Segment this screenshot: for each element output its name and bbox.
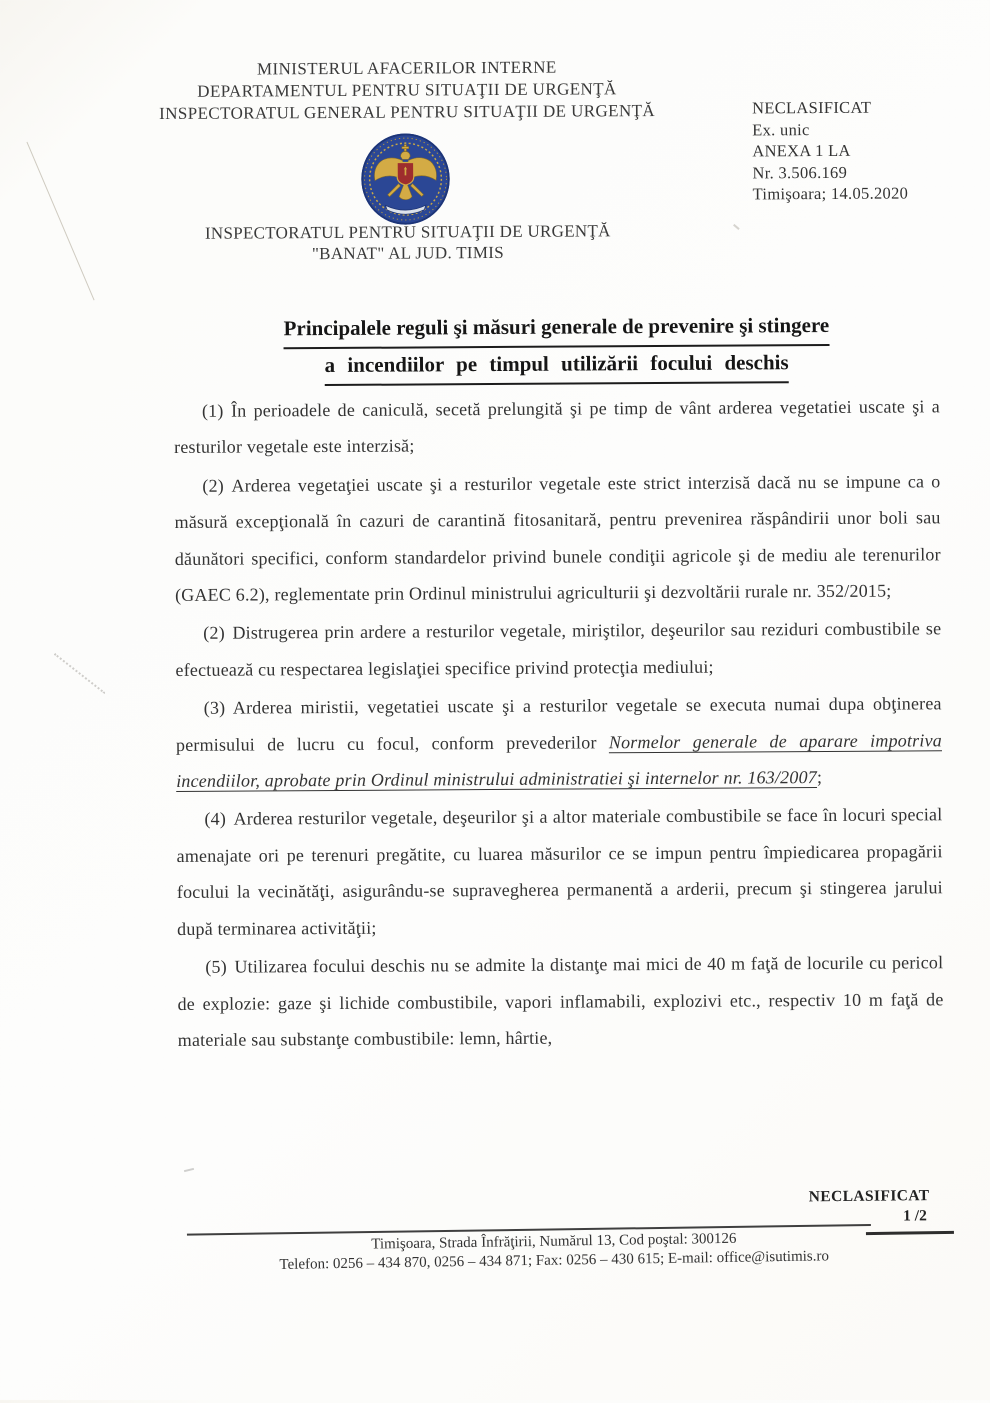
paragraph-2b [175, 611, 941, 688]
paragraph-tail: ; [816, 767, 823, 788]
paragraph-text: Arderea resturilor vegetale, deşeurilor şi a altor materiale combustibile se face în locuri special amenajate ori pe terenuri pregătite, cu luarea măsurilor ce se impun pentru împiedicarea propagării focului la vecinătăţi, asigurându-se supravegherea permanentă a arderii, precum şi stingerea jarului după terminarea activităţii; [176, 804, 943, 939]
paragraph-number: (5) [205, 956, 227, 977]
org-line-inspectorate-general: INSPECTORATUL GENERAL PENTRU SITUAŢII DE URGENŢĂ [159, 101, 656, 124]
org-header [75, 56, 739, 126]
registration-number: Nr. 3.506.169 [752, 162, 848, 182]
document-body [174, 388, 944, 1060]
classification-block [752, 96, 908, 204]
org-line-ministry: MINISTERUL AFACERILOR INTERNE [256, 57, 557, 79]
classification-label: NECLASIFICAT [752, 97, 872, 118]
title-line-2: a incendiilor pe timpul utilizării focului deschis [325, 346, 789, 386]
paragraph-text: Arderea vegetaţiei uscate şi a resturilor vegetale este strict interzisă dacă nu se impune ca o măsură excepţională în cazuri de carantină fitosanitară, pentru prevenirea răspândirii unor boli sau dăunători specifici, conform standardelor privind bunele condiţii agricole şi de mediu ale terenurilor (GAEC 6.2), reglementate prin Ordinul ministrului agriculturii şi dezvoltării rurale nr. 352/2015; [174, 471, 941, 605]
paragraph-number: (2) [203, 623, 225, 644]
paragraph-2 [174, 463, 941, 613]
paragraph-1 [174, 388, 940, 465]
paragraph-number: (3) [203, 697, 226, 719]
paragraph-text: În perioadele de caniculă, secetă prelungită şi pe timp de vânt arderea vegetatiei uscate şi a resturilor vegetale este interzisă; [174, 396, 940, 458]
legal-reference-emphasis: Normelor generale de aparare impotriva incendiilor, aprobate prin Ordinul ministrului administratiei şi internelor nr. 163/2007 [176, 729, 942, 792]
paragraph-number: (4) [204, 809, 227, 830]
coat-of-arms-seal-icon [359, 131, 452, 227]
emblem-shield [397, 162, 414, 185]
footer-classification: NECLASIFICAT [808, 1187, 930, 1206]
title-line-1: Principalele reguli şi măsuri generale de prevenire şi stingere [284, 309, 830, 349]
unit-header [148, 220, 668, 265]
place-date: Timişoara; 14.05.2020 [752, 183, 909, 204]
paragraph-text: Arderea miristii, vegetatiei uscate şi a resturilor vegetale se executa numai dupa obţinerea permisului de lucru cu focul, conform prevederilor [175, 693, 942, 755]
unit-line-banat: "BANAT" AL JUD. TIMIS [311, 242, 505, 264]
exemplar-label: Ex. unic [752, 119, 810, 139]
footer-address-line: Timişoara, Strada Înfrăţirii, Numărul 13, Cod poştal: 300126 [371, 1230, 737, 1253]
paragraph-number: (1) [201, 400, 224, 421]
unit-line-inspectorate: INSPECTORATUL PENTRU SITUAŢII DE URGENŢĂ [204, 221, 611, 243]
annex-label: ANEXA 1 LA [752, 140, 851, 161]
footer-contact-line: Telefon: 0256 – 434 870, 0256 – 434 871; Fax: 0256 – 430 615; E-mail: office@isutimis.ro [279, 1247, 830, 1273]
page-number: 1 /2 [903, 1207, 927, 1225]
paragraph-text: Distrugerea prin ardere a resturilor vegetale, miriştilor, deşeurilor sau reziduri combustibile se efectuează cu respectarea legislaţiei specifice privind protecţia mediului; [175, 618, 942, 680]
org-line-department: DEPARTAMENTUL PENTRU SITUAŢII DE URGENŢĂ [197, 79, 617, 101]
page-title [173, 308, 939, 387]
coat-of-arms-emblem [359, 131, 452, 227]
paragraph-3 [176, 686, 943, 800]
paragraph-number: (2) [202, 475, 225, 496]
paragraph-text: Utilizarea focului deschis nu se admite la distanţe mai mici de 40 m faţă de locurile cu pericol de explozie: gaze şi lichide combustibile, vapori inflamabili, explozivi etc., respectiv 10 m faţă de materiale sau substanţe combustibile: lemn, hârtie, [177, 952, 944, 1050]
paragraph-4 [176, 797, 943, 947]
paragraph-5 [177, 944, 944, 1058]
